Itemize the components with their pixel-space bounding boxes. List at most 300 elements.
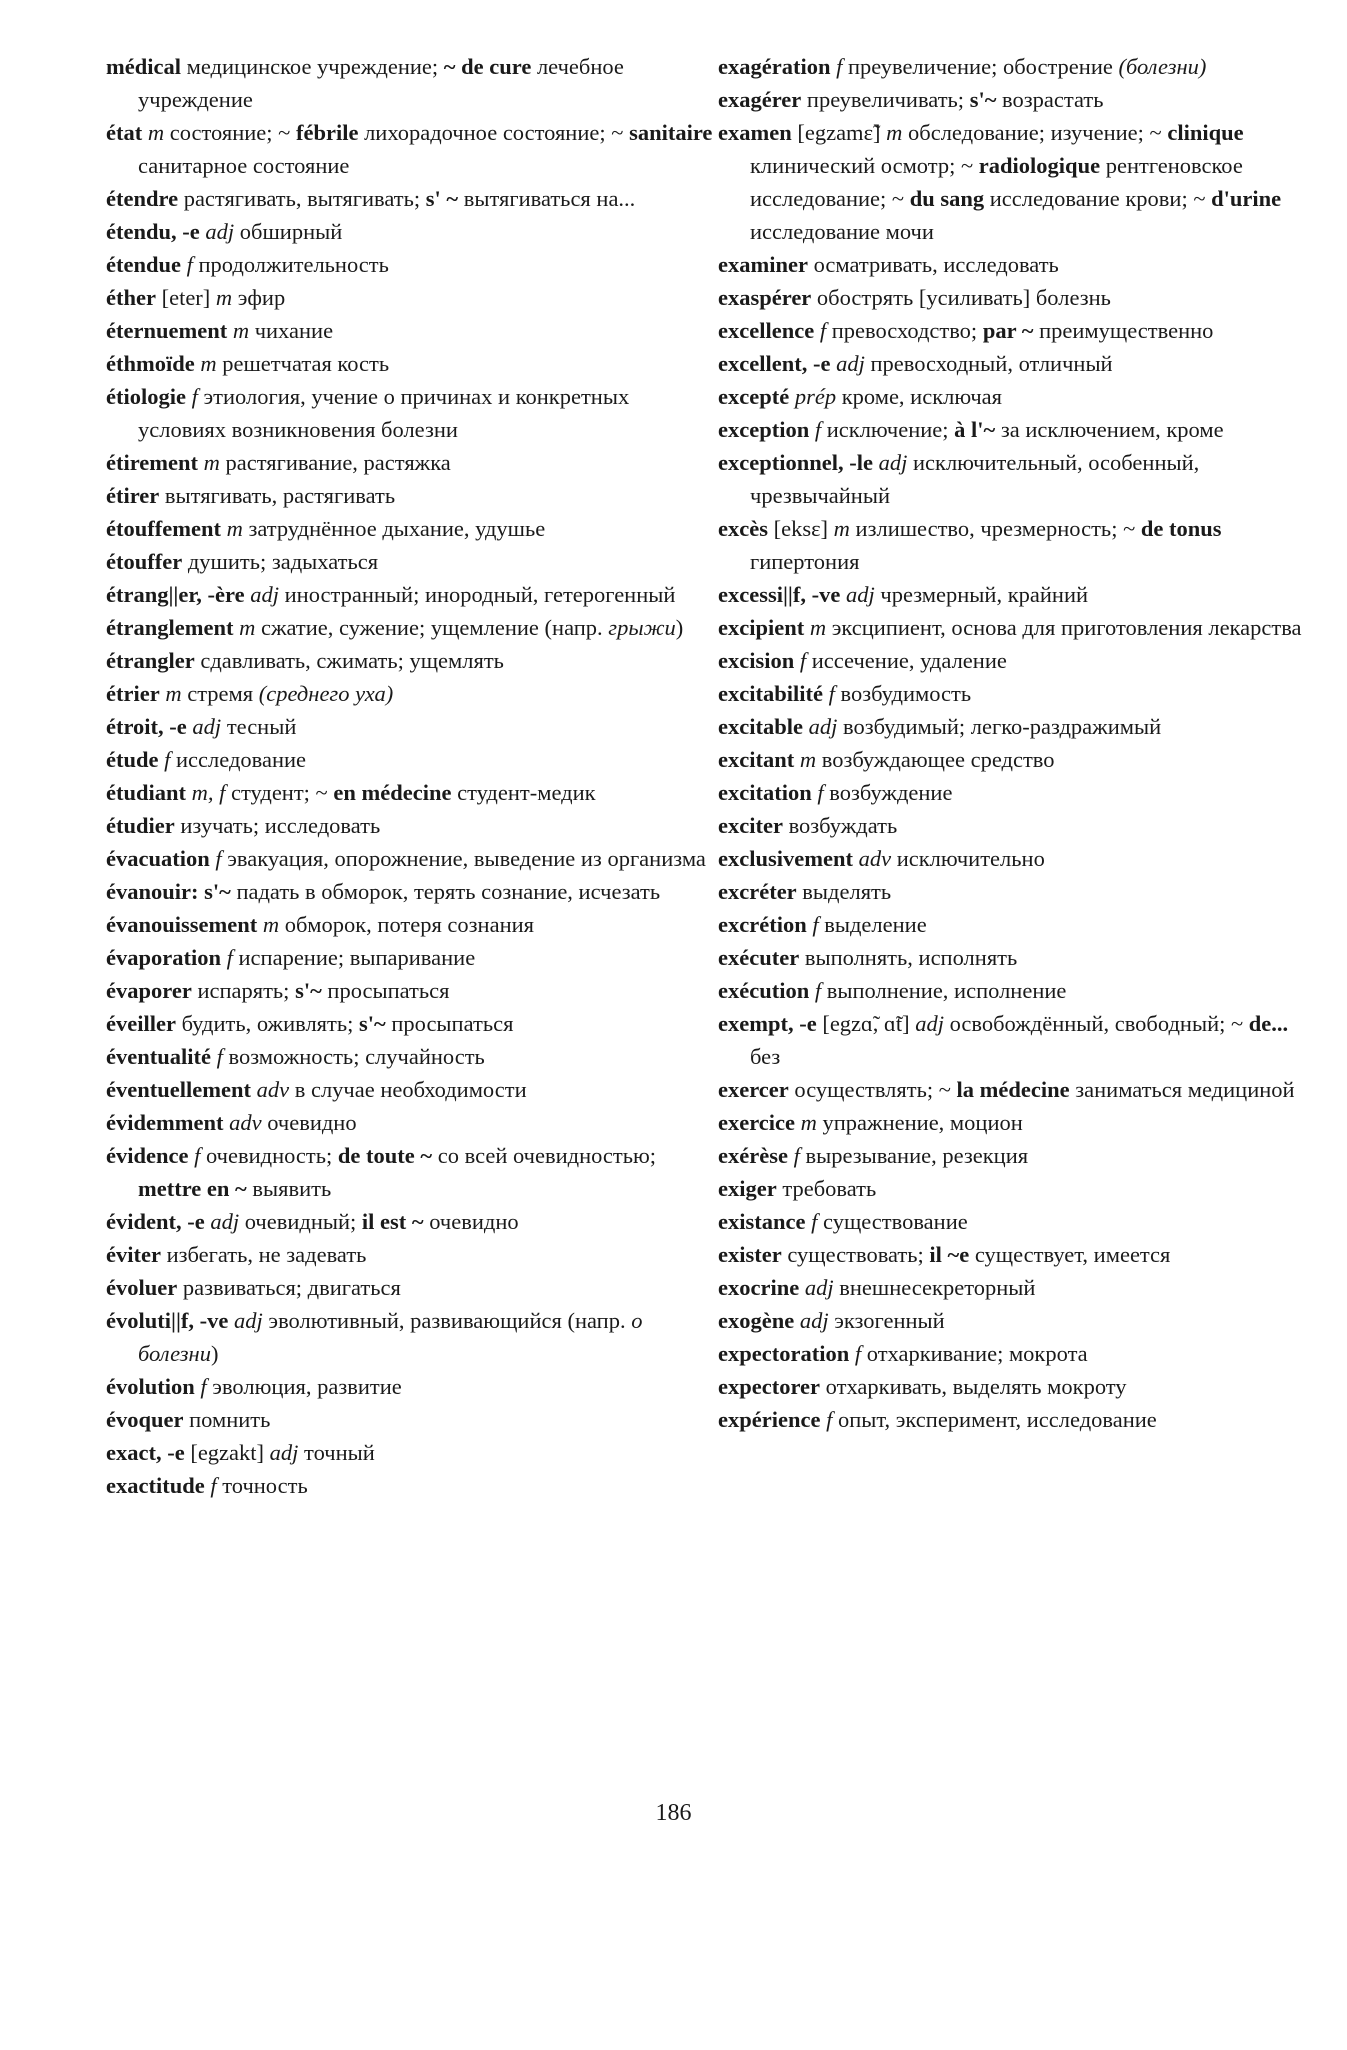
entry-grammar-label: f: [210, 1473, 217, 1498]
entry-grammar-label: m: [809, 615, 827, 640]
entry-headword: exercice: [718, 1110, 796, 1135]
entry-headword: existance: [718, 1209, 806, 1234]
dictionary-entry: [106, 248, 716, 281]
entry-text: упражнение, моцион: [816, 1110, 1023, 1135]
entry-text: со всей очевидностью;: [432, 1143, 657, 1168]
entry-headword: excès: [718, 516, 768, 541]
entry-grammar-label: m: [232, 318, 250, 343]
dictionary-entry: [718, 578, 1318, 611]
entry-headword: exogène: [718, 1308, 795, 1333]
dictionary-entry: [106, 1238, 716, 1271]
entry-grammar-label: adj: [836, 351, 865, 376]
entry-headword: évoluer: [106, 1275, 178, 1300]
entry-headword: examen: [718, 120, 792, 145]
entry-headword: exclusivement: [718, 846, 853, 871]
dictionary-entry: [106, 1205, 716, 1238]
entry-text: стремя: [181, 681, 259, 706]
dictionary-entry: [718, 941, 1318, 974]
dictionary-entry: [106, 1436, 716, 1469]
dictionary-entry: [718, 1403, 1318, 1436]
entry-text: очевидно: [261, 1110, 357, 1135]
entry-text: рентгеновское исследование; ~: [750, 153, 1243, 211]
dictionary-entry: [106, 116, 716, 182]
right-column: [718, 50, 1318, 1436]
entry-text: требовать: [776, 1176, 877, 1201]
entry-text: исследование: [170, 747, 307, 772]
entry-text: выделение: [818, 912, 927, 937]
entry-grammar-label: m, f: [191, 780, 226, 805]
entry-text: преувеличение; обострение: [842, 54, 1119, 79]
entry-text: возбуждение: [823, 780, 953, 805]
dictionary-entry: [106, 479, 716, 512]
dictionary-entry: [106, 677, 716, 710]
entry-headword: état: [106, 120, 143, 145]
entry-headword: exercer: [718, 1077, 789, 1102]
dictionary-entry: [106, 776, 716, 809]
dictionary-entry: [718, 1172, 1318, 1205]
entry-grammar-label: m: [239, 615, 256, 640]
entry-text: эволютивный, развивающийся (напр.: [262, 1308, 632, 1333]
entry-text: [egzɑ̃, ɑ̃t]: [816, 1011, 916, 1036]
entry-grammar-label: о болезни: [138, 1308, 643, 1366]
entry-headword: étudier: [106, 813, 175, 838]
dictionary-entry: [718, 1271, 1318, 1304]
entry-grammar-label: f: [793, 1143, 800, 1168]
entry-text: исключительно: [891, 846, 1045, 871]
entry-phrase: de tonus: [1140, 516, 1222, 541]
entry-headword: évacuation: [106, 846, 210, 871]
entry-grammar-label: m: [215, 285, 233, 310]
dictionary-entry: [718, 314, 1318, 347]
entry-grammar-label: f: [819, 318, 827, 343]
dictionary-entry: [106, 545, 716, 578]
entry-text: очевидность;: [200, 1143, 338, 1168]
entry-grammar-label: adj: [915, 1011, 944, 1036]
entry-headword: expectoration: [718, 1341, 850, 1366]
entry-grammar-label: adj: [878, 450, 908, 475]
dictionary-entry: [106, 611, 716, 644]
entry-text: испарять;: [191, 978, 296, 1003]
entry-text: тесный: [221, 714, 297, 739]
entry-text: эволюция, развитие: [206, 1374, 402, 1399]
entry-phrase: s'~: [969, 87, 997, 112]
entry-text: клинический осмотр; ~: [750, 153, 979, 178]
dictionary-entry: [718, 1007, 1318, 1073]
entry-text: возрастать: [996, 87, 1104, 112]
entry-text: существование: [817, 1209, 968, 1234]
entry-text: чихание: [249, 318, 334, 343]
dictionary-entry: [106, 1106, 716, 1139]
entry-text: просыпаться: [385, 1011, 514, 1036]
entry-text: отхаркивание; мокрота: [861, 1341, 1088, 1366]
entry-headword: excellent, -e: [718, 351, 831, 376]
entry-headword: expérience: [718, 1407, 821, 1432]
entry-headword: exception: [718, 417, 810, 442]
entry-headword: excision: [718, 648, 795, 673]
entry-text: продолжительность: [192, 252, 389, 277]
dictionary-entry: [106, 380, 716, 446]
entry-grammar-label: m: [800, 1110, 817, 1135]
dictionary-entry: [718, 1304, 1318, 1337]
entry-headword: exécution: [718, 978, 810, 1003]
entry-grammar-label: prép: [794, 384, 837, 409]
entry-text: эвакуация, опорожнение, выведение из организма: [221, 846, 706, 871]
entry-phrase: du sang: [909, 186, 985, 211]
entry-text: студент; ~: [225, 780, 334, 805]
entry-phrase: de...: [1248, 1011, 1289, 1036]
dictionary-entry: [106, 50, 716, 116]
entry-phrase: il ~e: [929, 1242, 970, 1267]
entry-text: внешнесекреторный: [833, 1275, 1036, 1300]
entry-text: вырезывание, резекция: [799, 1143, 1029, 1168]
dictionary-entry: [718, 875, 1318, 908]
entry-text: существовать;: [781, 1242, 930, 1267]
dictionary-entry: [106, 710, 716, 743]
dictionary-entry: [718, 50, 1318, 83]
dictionary-entry: [718, 611, 1318, 644]
entry-text: эксципиент, основа для приготовления лекарства: [826, 615, 1302, 640]
dictionary-entry: [718, 908, 1318, 941]
entry-text: будить, оживлять;: [175, 1011, 359, 1036]
dictionary-entry: [718, 809, 1318, 842]
entry-headword: éventuellement: [106, 1077, 251, 1102]
dictionary-entry: [718, 743, 1318, 776]
entry-grammar-label: f: [215, 846, 222, 871]
entry-text: заниматься медициной: [1069, 1077, 1295, 1102]
left-column: [106, 50, 716, 1502]
entry-headword: éther: [106, 285, 156, 310]
entry-headword: étroit, -e: [106, 714, 187, 739]
entry-text: испарение; выпаривание: [232, 945, 476, 970]
entry-grammar-label: f: [200, 1374, 207, 1399]
entry-text: существует, имеется: [969, 1242, 1171, 1267]
entry-headword: évolution: [106, 1374, 195, 1399]
entry-headword: étiologie: [106, 384, 186, 409]
dictionary-entry: [106, 314, 716, 347]
entry-text: обширный: [234, 219, 343, 244]
entry-text: очевидный;: [239, 1209, 362, 1234]
dictionary-entry: [106, 1073, 716, 1106]
entry-headword: étudiant: [106, 780, 187, 805]
entry-grammar-label: f: [817, 780, 824, 805]
entry-phrase: la médecine: [956, 1077, 1070, 1102]
entry-text: лечебное учреждение: [138, 54, 624, 112]
entry-text: преувеличивать;: [801, 87, 970, 112]
entry-headword: étirer: [106, 483, 160, 508]
entry-text: без: [750, 1044, 781, 1069]
entry-grammar-label: adv: [256, 1077, 290, 1102]
entry-headword: excipient: [718, 615, 805, 640]
entry-headword: étendre: [106, 186, 179, 211]
entry-text: растягивание, растяжка: [219, 450, 451, 475]
dictionary-entry: [106, 1469, 716, 1502]
entry-text: чрезмерный, крайний: [874, 582, 1089, 607]
dictionary-entry: [718, 248, 1318, 281]
entry-text: отхаркивать, выделять мокроту: [820, 1374, 1127, 1399]
entry-headword: exister: [718, 1242, 782, 1267]
entry-text: преимущественно: [1033, 318, 1214, 343]
entry-text: иссечение, удаление: [806, 648, 1007, 673]
dictionary-entry: [106, 1403, 716, 1436]
entry-text: освобождённый, свободный; ~: [943, 1011, 1249, 1036]
entry-headword: exaspérer: [718, 285, 812, 310]
entry-phrase: par ~: [982, 318, 1034, 343]
entry-grammar-label: m: [799, 747, 817, 772]
dictionary-entry: [718, 710, 1318, 743]
entry-text: сдавливать, сжимать; ущемлять: [194, 648, 504, 673]
entry-text: осуществлять; ~: [788, 1077, 957, 1102]
entry-text: точный: [298, 1440, 375, 1465]
entry-headword: excitable: [718, 714, 803, 739]
entry-text: возбуждать: [782, 813, 898, 838]
entry-grammar-label: adj: [799, 1308, 829, 1333]
dictionary-entry: [106, 182, 716, 215]
entry-grammar-label: f: [164, 747, 171, 772]
dictionary-entry: [106, 512, 716, 545]
entry-headword: expectorer: [718, 1374, 821, 1399]
entry-grammar-label: f: [194, 1143, 201, 1168]
entry-text: падать в обморок, терять сознание, исчезать: [230, 879, 661, 904]
entry-headword: étirement: [106, 450, 199, 475]
dictionary-entry: [106, 578, 716, 611]
entry-text: в случае необходимости: [289, 1077, 527, 1102]
dictionary-entry: [718, 1073, 1318, 1106]
entry-phrase: radiologique: [978, 153, 1101, 178]
entry-text: ): [675, 615, 684, 640]
entry-headword: exérèse: [718, 1143, 788, 1168]
entry-text: вытягивать, растягивать: [159, 483, 396, 508]
entry-phrase: sanitaire: [629, 120, 713, 145]
entry-text: выявить: [246, 1176, 332, 1201]
entry-grammar-label: adv: [858, 846, 892, 871]
entry-headword: exempt, -e: [718, 1011, 817, 1036]
entry-headword: excepté: [718, 384, 790, 409]
entry-text: выполнение, исполнение: [821, 978, 1067, 1003]
dictionary-entry: [718, 974, 1318, 1007]
entry-text: кроме, исключая: [836, 384, 1002, 409]
dictionary-entry: [106, 215, 716, 248]
entry-text: точность: [216, 1473, 308, 1498]
dictionary-entry: [718, 413, 1318, 446]
entry-grammar-label: f: [814, 417, 822, 442]
entry-phrase: s'~: [359, 1011, 386, 1036]
entry-headword: éviter: [106, 1242, 161, 1267]
entry-headword: médical: [106, 54, 181, 79]
entry-phrase: à l'~: [954, 417, 996, 442]
dictionary-entry: [718, 644, 1318, 677]
entry-headword: étrier: [106, 681, 160, 706]
entry-headword: évident, -e: [106, 1209, 205, 1234]
entry-text: иностранный; инородный, гетерогенный: [278, 582, 676, 607]
entry-text: [egzakt]: [184, 1440, 270, 1465]
entry-grammar-label: (болезни): [1118, 54, 1207, 79]
dictionary-entry: [718, 116, 1318, 248]
entry-text: [egzamɛ̃]: [791, 120, 887, 145]
entry-phrase: en médecine: [333, 780, 452, 805]
dictionary-entry: [106, 1304, 716, 1370]
entry-text: ): [210, 1341, 219, 1366]
entry-text: опыт, эксперимент, исследование: [832, 1407, 1157, 1432]
entry-phrase: s' ~: [425, 186, 459, 211]
entry-text: исследование крови; ~: [984, 186, 1212, 211]
entry-headword: exagérer: [718, 87, 802, 112]
entry-text: исключение;: [821, 417, 955, 442]
dictionary-entry: [106, 644, 716, 677]
dictionary-entry: [718, 776, 1318, 809]
entry-text: излишество, чрезмерность; ~: [849, 516, 1141, 541]
entry-headword: étouffer: [106, 549, 183, 574]
dictionary-entry: [718, 1139, 1318, 1172]
dictionary-entry: [106, 974, 716, 1007]
entry-phrase: de toute ~: [337, 1143, 433, 1168]
entry-text: выполнять, исполнять: [799, 945, 1018, 970]
entry-grammar-label: f: [814, 978, 822, 1003]
entry-headword: excellence: [718, 318, 815, 343]
entry-headword: étendue: [106, 252, 181, 277]
entry-text: сжатие, сужение; ущемление (напр.: [255, 615, 609, 640]
entry-headword: exagération: [718, 54, 831, 79]
dictionary-entry: [106, 842, 716, 875]
entry-text: возбудимый; легко-раздражимый: [837, 714, 1162, 739]
entry-headword: évaporation: [106, 945, 221, 970]
entry-text: эфир: [232, 285, 286, 310]
entry-headword: évoquer: [106, 1407, 184, 1432]
entry-headword: examiner: [718, 252, 808, 277]
entry-text: гипертония: [750, 549, 860, 574]
entry-grammar-label: adj: [808, 714, 838, 739]
entry-text: за исключением, кроме: [995, 417, 1224, 442]
dictionary-entry: [718, 677, 1318, 710]
entry-headword: exact, -e: [106, 1440, 185, 1465]
entry-grammar-label: m: [165, 681, 182, 706]
entry-phrase: clinique: [1167, 120, 1244, 145]
entry-grammar-label: adj: [250, 582, 279, 607]
entry-grammar-label: f: [812, 912, 819, 937]
entry-grammar-label: adv: [229, 1110, 262, 1135]
entry-text: душить; задыхаться: [182, 549, 379, 574]
entry-grammar-label: m: [886, 120, 903, 145]
entry-text: обморок, потеря сознания: [279, 912, 535, 937]
entry-text: превосходный, отличный: [864, 351, 1113, 376]
entry-headword: étude: [106, 747, 159, 772]
entry-headword: exciter: [718, 813, 783, 838]
dictionary-entry: [718, 446, 1318, 512]
entry-text: возбудимость: [834, 681, 972, 706]
entry-text: медицинское учреждение;: [180, 54, 444, 79]
dictionary-entry: [718, 347, 1318, 380]
entry-headword: exocrine: [718, 1275, 800, 1300]
entry-headword: évidence: [106, 1143, 189, 1168]
entry-grammar-label: f: [216, 1044, 223, 1069]
entry-headword: étranglement: [106, 615, 234, 640]
dictionary-entry: [718, 1337, 1318, 1370]
entry-grammar-label: adj: [210, 1209, 240, 1234]
dictionary-entry: [718, 842, 1318, 875]
entry-headword: exécuter: [718, 945, 800, 970]
dictionary-entry: [106, 446, 716, 479]
entry-text: санитарное состояние: [138, 153, 350, 178]
entry-text: [eksɛ]: [767, 516, 834, 541]
entry-grammar-label: f: [799, 648, 807, 673]
entry-text: студент-медик: [451, 780, 596, 805]
entry-phrase: il est ~: [361, 1209, 424, 1234]
entry-text: возможность; случайность: [222, 1044, 485, 1069]
dictionary-entry: [106, 347, 716, 380]
entry-headword: excrétion: [718, 912, 807, 937]
dictionary-entry: [718, 512, 1318, 578]
entry-grammar-label: adj: [845, 582, 875, 607]
entry-grammar-label: (среднего уха): [258, 681, 394, 706]
entry-grammar-label: f: [854, 1341, 862, 1366]
entry-headword: excréter: [718, 879, 797, 904]
dictionary-entry: [106, 1370, 716, 1403]
dictionary-entry: [106, 908, 716, 941]
entry-grammar-label: adj: [234, 1308, 263, 1333]
entry-headword: éternuement: [106, 318, 228, 343]
dictionary-entry: [106, 1007, 716, 1040]
entry-headword: évaporer: [106, 978, 192, 1003]
entry-grammar-label: f: [811, 1209, 818, 1234]
entry-grammar-label: m: [262, 912, 280, 937]
entry-headword: éventualité: [106, 1044, 211, 1069]
entry-text: исключительный, особенный, чрезвычайный: [750, 450, 1200, 508]
dictionary-entry: [106, 1139, 716, 1205]
entry-text: состояние; ~: [164, 120, 296, 145]
entry-headword: éthmoïde: [106, 351, 195, 376]
entry-grammar-label: adj: [269, 1440, 299, 1465]
entry-headword: évanouir: s'~: [106, 879, 231, 904]
entry-text: исследование мочи: [750, 219, 934, 244]
entry-text: осматривать, исследовать: [807, 252, 1059, 277]
entry-text: этиология, учение о причинах и конкретных условиях возникновения болезни: [138, 384, 630, 442]
entry-text: растягивать, вытягивать;: [178, 186, 426, 211]
entry-headword: étrang||er, -ère: [106, 582, 245, 607]
entry-text: затруднённое дыхание, удушье: [242, 516, 546, 541]
entry-headword: excitant: [718, 747, 795, 772]
entry-phrase: ~ de cure: [443, 54, 532, 79]
entry-text: избегать, не задевать: [160, 1242, 367, 1267]
page-number: 186: [655, 1800, 692, 1826]
dictionary-entry: [718, 83, 1318, 116]
entry-text: очевидно: [423, 1209, 519, 1234]
entry-headword: exactitude: [106, 1473, 205, 1498]
entry-text: изучать; исследовать: [174, 813, 381, 838]
entry-text: выделять: [796, 879, 892, 904]
entry-text: возбуждающее средство: [816, 747, 1055, 772]
entry-grammar-label: adj: [804, 1275, 834, 1300]
dictionary-entry: [106, 1271, 716, 1304]
entry-grammar-label: f: [826, 1407, 833, 1432]
dictionary-entry: [106, 809, 716, 842]
entry-text: [eter]: [155, 285, 216, 310]
entry-text: обострять [усиливать] болезнь: [811, 285, 1111, 310]
entry-headword: éveiller: [106, 1011, 176, 1036]
entry-grammar-label: m: [203, 450, 220, 475]
entry-grammar-label: f: [828, 681, 835, 706]
dictionary-entry: [106, 1040, 716, 1073]
entry-headword: étouffement: [106, 516, 221, 541]
entry-phrase: mettre en ~: [138, 1176, 247, 1201]
entry-grammar-label: m: [226, 516, 243, 541]
entry-headword: exceptionnel, -le: [718, 450, 873, 475]
dictionary-entry: [718, 1238, 1318, 1271]
entry-headword: étendu, -e: [106, 219, 200, 244]
entry-grammar-label: f: [226, 945, 233, 970]
entry-headword: excitabilité: [718, 681, 823, 706]
entry-text: вытягиваться на...: [458, 186, 636, 211]
entry-phrase: d'urine: [1211, 186, 1282, 211]
entry-text: экзогенный: [828, 1308, 945, 1333]
